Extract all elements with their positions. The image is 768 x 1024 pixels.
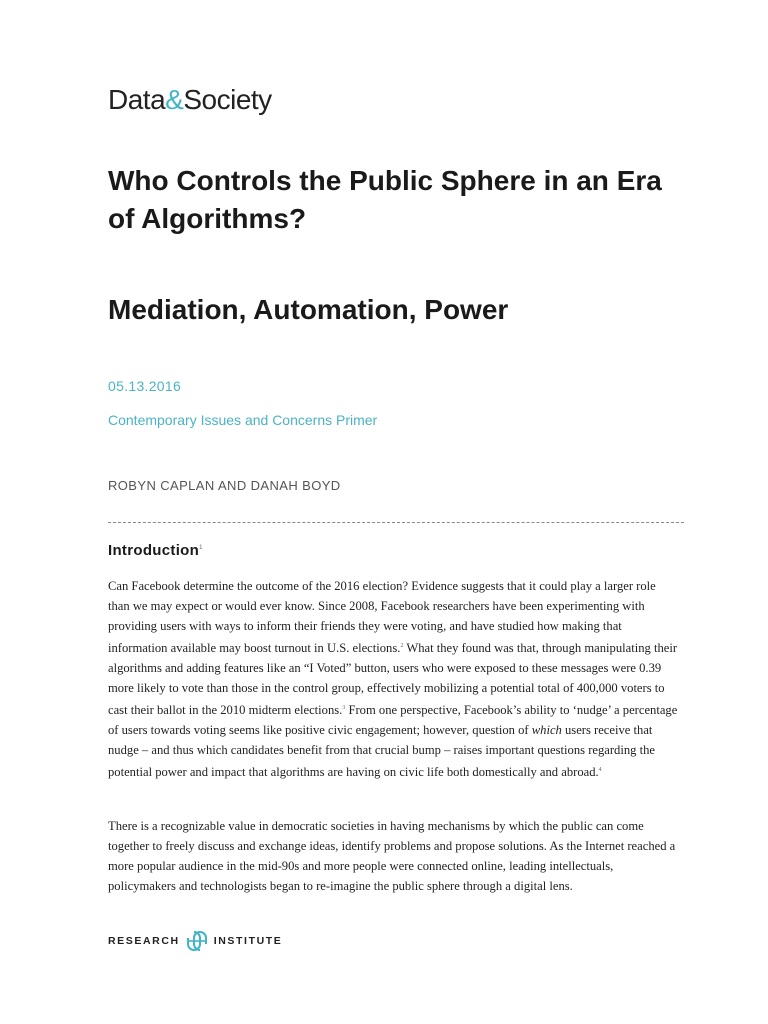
logo-text-society: Society [183,84,272,115]
paragraph-2: There is a recognizable value in democratic societies in having mechanisms by which the public can come together to freely discuss and exchange ideas, identify problems and propose solutions. As the Internet reached a more popular audience in the mid-90s and more people were connected online, leading intellectuals, policymakers and technologists began to re-imagine the public sphere through a digital lens. [108,819,676,893]
document-title: Who Controls the Public Sphere in an Era of Algorithms? [108,165,662,234]
paragraph-1 [108,577,680,783]
paragraph-1-part-2: What they found was that, through manipulating their algorithms and adding features like an “I Voted” button, users who were exposed to these messages were 0.39 more likely to vote than those in the control group, effectively mobilizing a potential total of 400,000 voters to cast their ballot in the 2010 midterm elections. [108,640,678,717]
section-heading [108,542,203,559]
footnote-marker: 4 [598,766,602,773]
footnote-marker: 2 [400,642,404,649]
footer-text-research: RESEARCH [108,935,180,947]
footer-text-institute: INSTITUTE [213,935,283,947]
data-and-society-logo [108,84,272,116]
paragraph-1-emphasis: which [531,722,562,737]
logo-ampersand: & [165,84,184,115]
logo-text-data: Data [108,84,166,115]
footnote-marker: 1 [199,545,203,551]
series-name: Contemporary Issues and Concerns Primer [108,412,378,428]
paragraph-1-part-4: users receive that nudge – and thus which candidates benefit from that crucial bump – raises important questions regarding the potential power and impact that algorithms are having on civic life both domestically and abroad. [108,722,655,779]
authors: ROBYN CAPLAN AND DANAH BOYD [108,478,341,493]
paragraph-1-part-1: Can Facebook determine the outcome of the 2016 election? Evidence suggests that it could play a larger role than we may expect or would ever know. Since 2008, Facebook researchers have been experimenting with providing users with ways to inform their friends they were voting, and have studied how making that information available may boost turnout in U.S. elections. [108,579,656,655]
section-divider [108,522,684,523]
section-heading-text: Introduction [108,542,200,559]
research-institute-logo-icon-svg [184,928,210,954]
publication-date: 05.13.2016 [108,378,182,394]
footnote-marker: 3 [342,704,346,711]
research-institute-logo-icon [184,928,210,954]
document-subtitle: Mediation, Automation, Power [108,294,509,325]
footer-branding [108,928,282,954]
paragraph-1-part-3: From one perspective, Facebook’s ability to ‘nudge’ a percentage of users towards voting seems like positive civic engagement; however, question of [108,702,678,737]
